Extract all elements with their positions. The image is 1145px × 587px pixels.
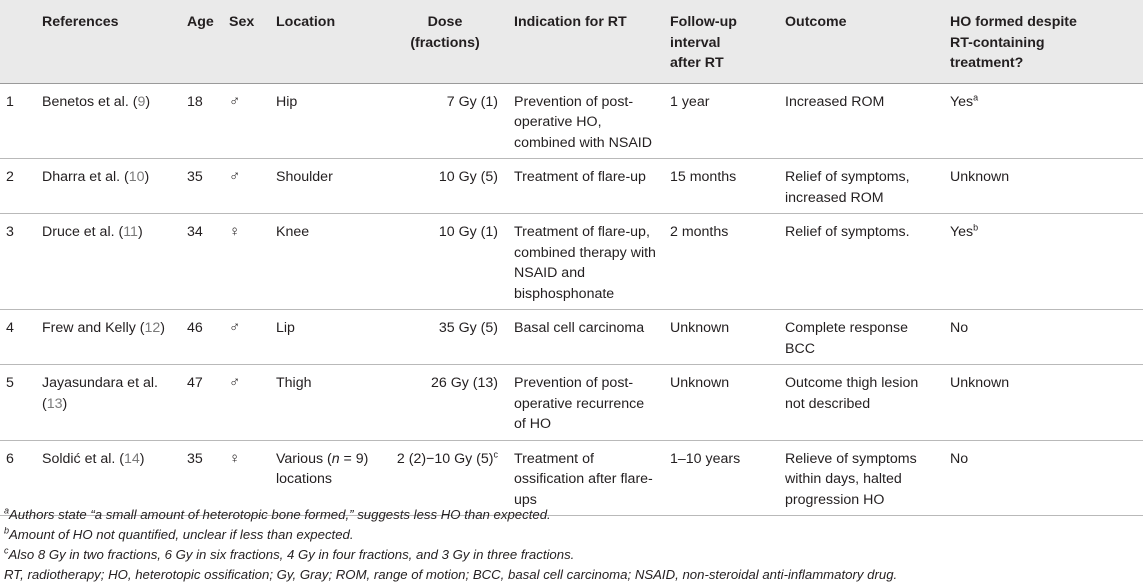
footnote-c: [4, 545, 1139, 565]
location-post: = 9) locations: [276, 450, 369, 487]
table-header-row: [0, 0, 1143, 83]
row-reference: [36, 214, 181, 310]
row-dose: 10 Gy (1): [438, 224, 498, 240]
row-followup: Unknown: [670, 375, 730, 391]
row-age: 46: [187, 320, 203, 336]
row-outcome: Relief of symptoms.: [785, 224, 910, 240]
reference-close: ): [137, 224, 143, 240]
row-dose: 7 Gy (1): [446, 93, 498, 110]
footnote-marker: b: [973, 222, 979, 233]
table-row: [0, 310, 1143, 365]
row-followup: 1–10 years: [670, 450, 741, 467]
row-number: 1: [6, 93, 14, 110]
row-indication: Prevention of post-operative recurrence of HO: [514, 375, 645, 432]
abbreviations: [4, 565, 1139, 585]
row-ho-formed: [944, 159, 1143, 214]
footnote-marker: c: [4, 545, 9, 556]
reference-name: Dharra et al. (: [42, 169, 129, 185]
ho-value: Unknown: [950, 375, 1010, 391]
row-outcome: Relief of symptoms, increased ROM: [785, 169, 910, 206]
ho-value: Unknown: [950, 169, 1010, 185]
footnote-marker: a: [4, 505, 10, 516]
row-sex: [223, 83, 270, 159]
male-icon: ♂: [229, 374, 241, 391]
female-icon: ♀: [229, 223, 241, 240]
ho-value: No: [950, 450, 969, 467]
row-ho-formed: [944, 310, 1143, 365]
row-location: Hip: [276, 93, 298, 110]
row-number: 5: [6, 375, 14, 391]
row-outcome: Increased ROM: [785, 93, 885, 110]
header-number: [0, 0, 36, 83]
row-reference: [36, 83, 181, 159]
row-location: Lip: [276, 320, 295, 336]
footnote-text: Authors state “a small amount of heterotopic bone formed,” suggests less HO than expected.: [9, 507, 551, 522]
row-number: 2: [6, 169, 14, 185]
header-followup-line2: interval: [670, 34, 721, 51]
reference-link[interactable]: 9: [137, 93, 146, 110]
header-followup-line3: after RT: [670, 55, 724, 71]
row-sex: [223, 214, 270, 310]
row-age: 47: [187, 375, 203, 391]
row-dose: 10 Gy (5): [438, 169, 498, 185]
table-row: [0, 83, 1143, 159]
male-icon: ♂: [229, 168, 241, 185]
header-dose-line2: (fractions): [410, 34, 480, 51]
footnote-a: [4, 505, 1139, 525]
reference-close: ): [139, 450, 145, 467]
reference-name: Benetos et al. (: [42, 93, 138, 110]
row-location: Knee: [276, 224, 310, 240]
row-followup: 15 months: [670, 169, 737, 185]
table-row: [0, 159, 1143, 214]
footnote-text: Also 8 Gy in two fractions, 6 Gy in six fractions, 4 Gy in four fractions, and 3 Gy in three fractions.: [8, 547, 575, 562]
header-location: Location: [276, 14, 336, 30]
row-age: 35: [187, 450, 203, 467]
row-age: 34: [187, 224, 203, 240]
male-icon: ♂: [229, 319, 241, 336]
row-outcome: Outcome thigh lesion not described: [785, 375, 919, 412]
ho-value: Yes: [950, 93, 974, 110]
reference-link[interactable]: 13: [46, 395, 63, 412]
dose-value: 2 (2)−10 Gy (5): [396, 450, 494, 467]
row-indication: Treatment of flare-up, combined therapy with NSAID and bisphosphonate: [514, 224, 656, 302]
header-dose-line1: Dose: [427, 14, 463, 30]
table-row: [0, 214, 1143, 310]
reference-link[interactable]: 12: [144, 320, 161, 336]
ho-value: Yes: [950, 224, 974, 240]
header-dose: [382, 0, 508, 83]
row-indication: Prevention of post-operative HO, combined with NSAID: [514, 93, 652, 151]
reference-link[interactable]: 14: [124, 450, 140, 467]
row-dose: 26 Gy (13): [430, 375, 498, 391]
footnote-marker: a: [973, 91, 979, 102]
header-ho-formed: [944, 0, 1143, 83]
header-ho-line1: HO formed despite: [950, 14, 1077, 30]
location-pre: Various (: [276, 450, 332, 467]
header-followup-line1: Follow-up: [670, 14, 737, 30]
reference-name: Soldić et al. (: [42, 450, 125, 467]
row-reference: [36, 159, 181, 214]
reference-close: ): [144, 169, 150, 185]
reference-name: Jayasundara et al. (: [42, 375, 158, 412]
row-followup: 1 year: [670, 93, 710, 110]
header-indication: Indication for RT: [514, 14, 627, 30]
row-outcome: Complete response BCC: [785, 320, 909, 357]
row-followup: Unknown: [670, 320, 730, 336]
row-reference: [36, 310, 181, 365]
row-indication: Treatment of ossification after flare-ups: [514, 450, 653, 508]
row-ho-formed: [944, 83, 1143, 159]
header-ho-line3: treatment?: [950, 55, 1024, 71]
header-references: References: [42, 14, 119, 30]
footnote-text: Amount of HO not quantified, unclear if less than expected.: [9, 527, 354, 542]
abbreviations-text: RT, radiotherapy; HO, heterotopic ossification; Gy, Gray; ROM, range of motion; BCC, basal cell carcinoma; NSAID, non-steroidal anti-inflammatory drug.: [4, 567, 898, 582]
row-indication: Basal cell carcinoma: [514, 320, 645, 336]
row-number: 4: [6, 320, 14, 336]
row-reference: [36, 365, 181, 441]
row-location: Shoulder: [276, 169, 333, 185]
row-number: 6: [6, 450, 14, 467]
header-ho-line2: RT-containing: [950, 34, 1045, 51]
reference-close: ): [160, 320, 166, 336]
header-sex: Sex: [229, 14, 255, 30]
footnote-marker: c: [493, 448, 498, 459]
header-age: Age: [187, 14, 214, 30]
reference-close: ): [62, 395, 68, 412]
location-n: n: [331, 450, 340, 467]
row-sex: [223, 365, 270, 441]
row-dose: 35 Gy (5): [438, 320, 498, 336]
reference-name: Druce et al. (: [42, 224, 124, 240]
row-age: 18: [187, 93, 203, 110]
row-followup: 2 months: [670, 224, 729, 240]
reference-close: ): [145, 93, 151, 110]
ho-value: No: [950, 320, 969, 336]
table-row: [0, 365, 1143, 441]
header-followup: [664, 0, 779, 83]
table-footnotes: [4, 505, 1139, 585]
footnote-marker: b: [4, 525, 10, 536]
reference-link[interactable]: 10: [128, 169, 145, 185]
row-ho-formed: [944, 365, 1143, 441]
reference-name: Frew and Kelly (: [42, 320, 145, 336]
row-number: 3: [6, 224, 14, 240]
row-sex: [223, 159, 270, 214]
reference-link[interactable]: 11: [123, 224, 138, 240]
row-age: 35: [187, 169, 203, 185]
row-outcome: Relieve of symptoms within days, halted progression HO: [785, 450, 917, 508]
row-indication: Treatment of flare-up: [514, 169, 646, 185]
female-icon: ♀: [229, 449, 241, 467]
footnote-b: [4, 525, 1139, 545]
row-location: Thigh: [276, 375, 312, 391]
row-sex: [223, 310, 270, 365]
header-outcome: Outcome: [785, 14, 847, 30]
male-icon: ♂: [229, 92, 241, 110]
row-ho-formed: [944, 214, 1143, 310]
